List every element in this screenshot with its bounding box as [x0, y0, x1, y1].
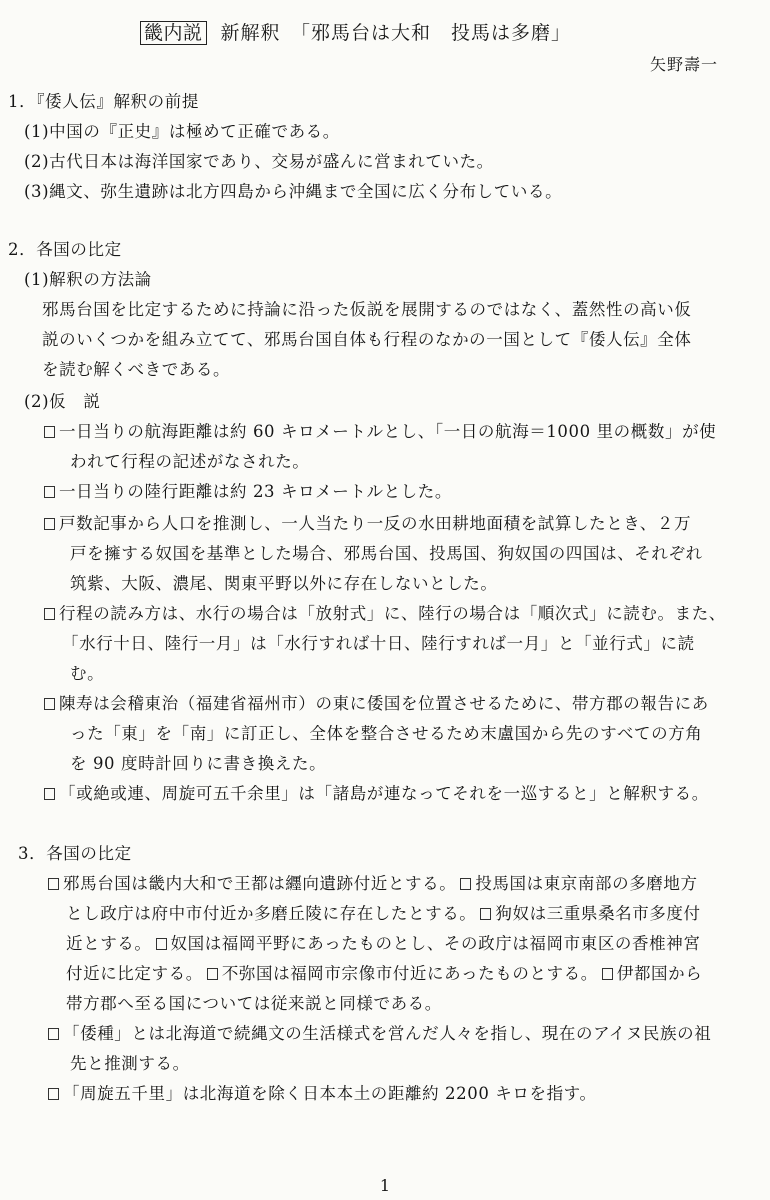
section3-line: 「周旋五千里」は北海道を除く日本本土の距離約 2200 キロを指す。 — [48, 1080, 597, 1104]
section1-item: (3)縄文、弥生遺跡は北方四島から沖縄まで全国に広く分布している。 — [24, 182, 563, 201]
section3-line: 付近に比定する。 不弥国は福岡市宗像市付近にあったものとする。 伊都国から — [66, 964, 703, 983]
method-paragraph-line: 邪馬台国を比定するために持論に沿った仮説を展開するのではなく、蓋然性の高い仮 — [42, 300, 692, 319]
hypothesis-line: われて行程の記述がなされた。 — [70, 452, 310, 471]
method-paragraph-line: を読む解くべきである。 — [42, 360, 231, 379]
hypothesis-bullet: 陳寿は会稽東治（福建省福州市）の東に倭国を位置させるために、帯方郡の報告にあ — [44, 690, 709, 714]
title-text: 新解釈 「邪馬台は大和 投馬は多磨」 — [220, 22, 572, 44]
page-number: 1 — [379, 1176, 391, 1195]
hypothesis-bullet: 「或絶或連、周旋可五千余里」は「諸島が連なってそれを一巡すると」と解釈する。 — [44, 780, 709, 804]
square-bullet-icon — [48, 1088, 59, 1100]
section3-heading: 3．各国の比定 — [18, 844, 132, 863]
section1-item: (2)古代日本は海洋国家であり、交易が盛んに営まれていた。 — [24, 152, 494, 171]
section3-line: とし政庁は府中市付近か多磨丘陵に存在したとする。 狗奴は三重県桑名市多度付 — [66, 904, 701, 923]
section3-line: 邪馬台国は畿内大和で王都は纒向遺跡付近とする。 投馬国は東京南部の多磨地方 — [48, 870, 698, 894]
square-bullet-icon — [44, 486, 55, 498]
section2-subheading-method: (1)解釈の方法論 — [24, 270, 152, 289]
section2-heading: 2．各国の比定 — [8, 240, 122, 259]
category-box-label: 畿内説 — [140, 21, 207, 45]
square-bullet-icon — [48, 878, 59, 890]
square-bullet-icon — [44, 518, 55, 530]
square-bullet-icon — [480, 908, 491, 920]
square-bullet-icon — [44, 698, 55, 710]
section2-subheading-hypothesis: (2)仮 説 — [24, 392, 101, 411]
section3-line: 近とする。 奴国は福岡平野にあったものとし、その政庁は福岡市東区の香椎神宮 — [66, 934, 701, 953]
square-bullet-icon — [44, 788, 55, 800]
hypothesis-line: 戸を擁する奴国を基準とした場合、邪馬台国、投馬国、狗奴国の四国は、それぞれ — [70, 544, 703, 563]
square-bullet-icon — [460, 878, 471, 890]
section3-line: 「倭種」とは北海道で続縄文の生活様式を営んだ人々を指し、現在のアイヌ民族の祖 — [48, 1020, 711, 1044]
square-bullet-icon — [207, 968, 218, 980]
square-bullet-icon — [44, 426, 55, 438]
section3-line: 先と推測する。 — [70, 1054, 190, 1073]
method-paragraph-line: 説のいくつかを組み立てて、邪馬台国自体も行程のなかの一国として『倭人伝』全体 — [42, 330, 692, 349]
hypothesis-line: った「東」を「南」に訂正し、全体を整合させるため末盧国から先のすべての方角 — [70, 724, 703, 743]
hypothesis-line: 筑紫、大阪、濃尾、関東平野以外に存在しないとした。 — [70, 574, 498, 593]
hypothesis-line: 「水行十日、陸行一月」は「水行すれば十日、陸行すれば一月」と「並行式」に読 — [62, 634, 695, 653]
hypothesis-bullet: 一日当りの陸行距離は約 23 キロメートルとした。 — [44, 478, 452, 502]
square-bullet-icon — [602, 968, 613, 980]
square-bullet-icon — [48, 1028, 59, 1040]
hypothesis-line: を 90 度時計回りに書き換えた。 — [70, 754, 327, 773]
section1-heading: 1．『倭人伝』解釈の前提 — [8, 92, 199, 111]
hypothesis-bullet: 一日当りの航海距離は約 60 キロメートルとし、「一日の航海＝1000 里の概数」が使 — [44, 418, 716, 442]
hypothesis-line: む。 — [70, 664, 105, 683]
hypothesis-bullet: 戸数記事から人口を推測し、一人当たり一反の水田耕地面積を試算したとき、２万 — [44, 510, 691, 534]
square-bullet-icon — [44, 608, 55, 620]
square-bullet-icon — [156, 938, 167, 950]
document-title — [140, 18, 571, 45]
author-name: 矢野壽一 — [649, 55, 718, 74]
hypothesis-bullet: 行程の読み方は、水行の場合は「放射式」に、陸行の場合は「順次式」に読む。また、 — [44, 600, 726, 624]
section1-item: (1)中国の『正史』は極めて正確である。 — [24, 122, 340, 141]
section3-line: 帯方郡へ至る国については従来説と同様である。 — [66, 994, 442, 1013]
